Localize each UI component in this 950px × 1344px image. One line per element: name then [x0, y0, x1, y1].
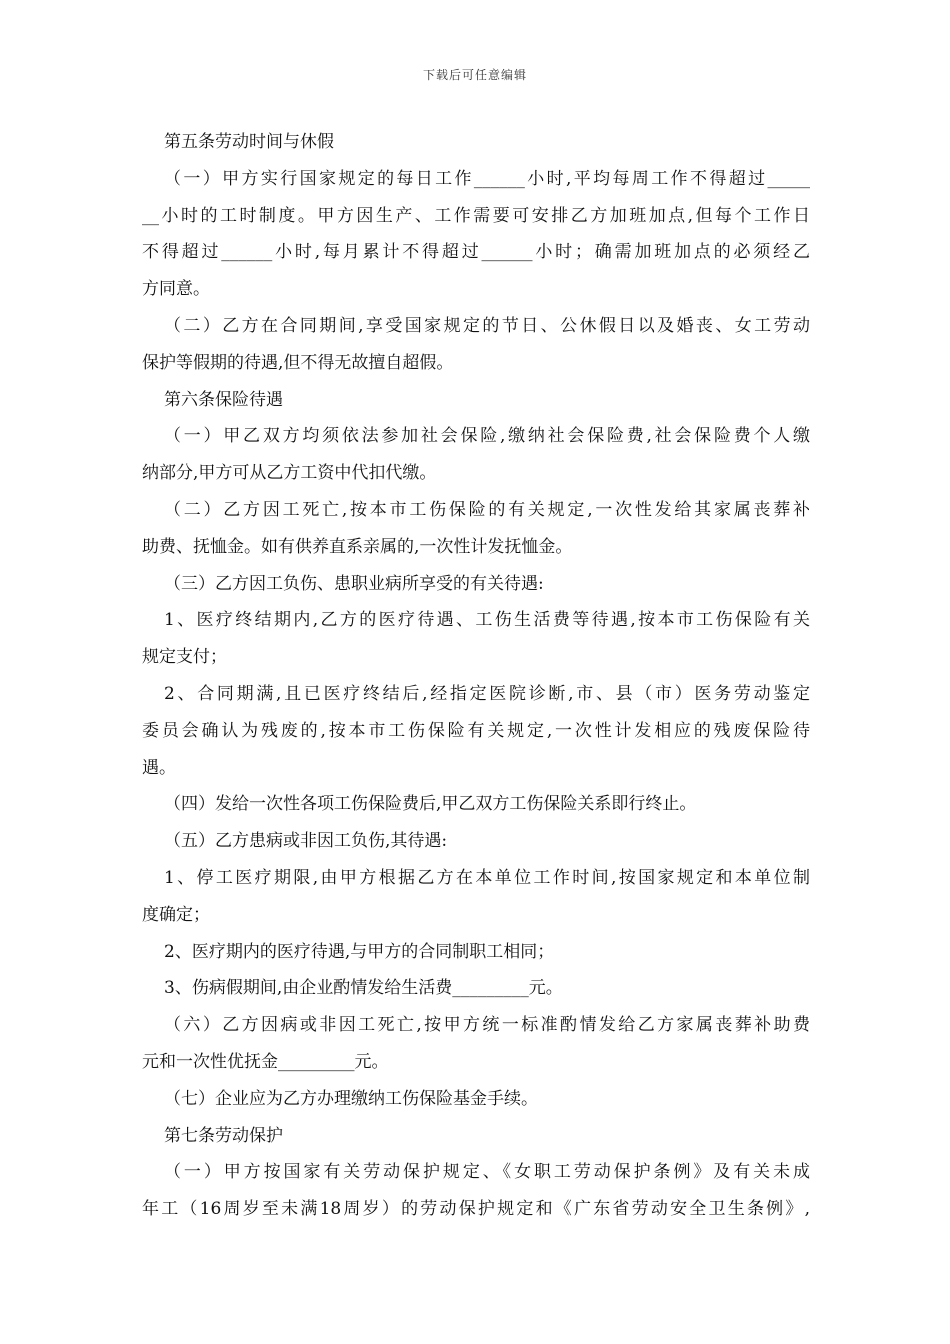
- text-line: （七）企业应为乙方办理缴纳工伤保险基金手续。: [164, 1088, 538, 1109]
- text-line: 第七条劳动保护: [164, 1125, 283, 1146]
- text-line: 纳部分,甲方可从乙方工资中代扣代缴。: [142, 463, 437, 484]
- text-line: 元和一次性优抚金_________元。: [142, 1051, 389, 1072]
- text-line: （一）甲方按国家有关劳动保护规定、《女职工劳动保护条例》及有关未成: [164, 1162, 810, 1183]
- text-line: 1、医疗终结期内,乙方的医疗待遇、工伤生活费等待遇,按本市工伤保险有关: [164, 610, 810, 631]
- text-line: （二）乙方在合同期间,享受国家规定的节日、公休假日以及婚丧、女工劳动: [164, 315, 810, 336]
- text-line: （一）甲方实行国家规定的每日工作______小时,平均每周工作不得超过_____: [164, 168, 810, 189]
- text-line: 第六条保险待遇: [164, 389, 283, 410]
- text-line: （一）甲乙双方均须依法参加社会保险,缴纳社会保险费,社会保险费个人缴: [164, 426, 810, 447]
- text-line: （五）乙方患病或非因工负伤,其待遇:: [164, 831, 448, 852]
- text-line: __小时的工时制度。甲方因生产、工作需要可安排乙方加班加点,但每个工作日: [142, 205, 810, 226]
- text-line: 助费、抚恤金。如有供养直系亲属的,一次性计发抚恤金。: [142, 536, 573, 557]
- text-line: 不得超过______小时,每月累计不得超过______小时；确需加班加点的必须经乙: [142, 242, 810, 263]
- text-line: 委员会确认为残废的,按本市工伤保险有关规定,一次性计发相应的残废保险待: [142, 720, 810, 741]
- page-header: 下载后可任意编辑: [422, 68, 527, 82]
- text-line: 规定支付；: [142, 647, 227, 668]
- text-line: 方同意。: [142, 279, 210, 300]
- text-line: 1、停工医疗期限,由甲方根据乙方在本单位工作时间,按国家规定和本单位制: [164, 867, 810, 888]
- text-line: 度确定；: [142, 904, 210, 925]
- text-line: （三）乙方因工负伤、患职业病所享受的有关待遇:: [164, 573, 544, 594]
- text-line: （二）乙方因工死亡,按本市工伤保险的有关规定,一次性发给其家属丧葬补: [164, 499, 810, 520]
- text-line: 2、合同期满,且已医疗终结后,经指定医院诊断,市、县（市）医务劳动鉴定: [164, 683, 810, 704]
- text-line: （四）发给一次性各项工伤保险费后,甲乙双方工伤保险关系即行终止。: [164, 794, 697, 815]
- text-line: 第五条劳动时间与休假: [164, 132, 334, 152]
- text-line: （六）乙方因病或非因工死亡,按甲方统一标准酌情发给乙方家属丧葬补助费: [164, 1015, 810, 1036]
- text-line: 2、医疗期内的医疗待遇,与甲方的合同制职工相同；: [164, 941, 555, 962]
- text-line: 年工（16周岁至未满18周岁）的劳动保护规定和《广东省劳动安全卫生条例》,: [142, 1199, 810, 1220]
- document-body: [142, 124, 810, 1228]
- text-line: 遇。: [142, 757, 176, 778]
- text-line: 保护等假期的待遇,但不得无故擅自超假。: [142, 352, 454, 373]
- text-line: 3、伤病假期间,由企业酌情发给生活费_________元。: [164, 978, 563, 999]
